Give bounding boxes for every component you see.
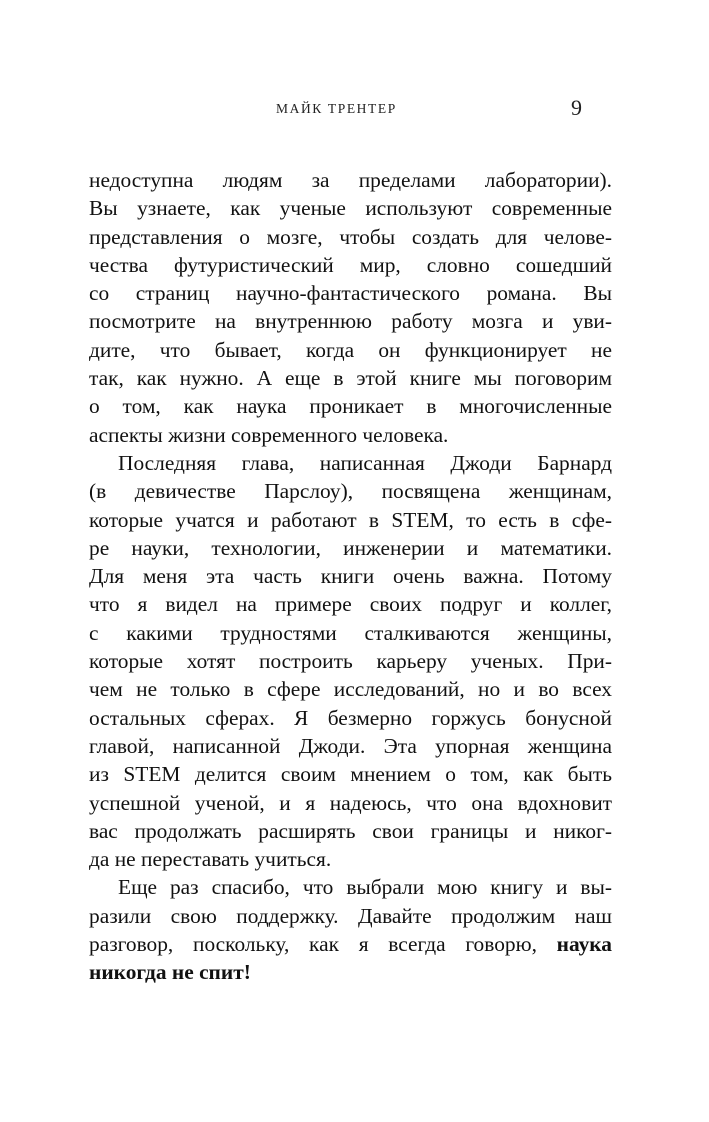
text-line: остальных сферах. Я безмерно горжусь бонусной: [89, 705, 612, 730]
page-number: 9: [571, 95, 582, 120]
text-line: (в девичестве Парслоу), посвящена женщинам,: [89, 479, 612, 504]
text-line: из STEM делится своим мнением о том, как быть: [89, 762, 612, 787]
text-line: ре науки, технологии, инженерии и математики.: [89, 535, 612, 560]
text-line: чества футуристический мир, словно сошедший: [89, 252, 612, 277]
running-head-author: МАЙК ТРЕНТЕР: [276, 101, 397, 116]
text-line: со страниц научно-фантастического романа. Вы: [89, 281, 612, 306]
text-line: главой, написанной Джоди. Эта упорная женщина: [89, 733, 612, 758]
text-line: Еще раз спасибо, что выбрали мою книгу и вы-: [118, 875, 612, 900]
text-line: аспекты жизни современного человека.: [89, 422, 449, 447]
running-head: [0, 97, 709, 127]
text-line: так, как нужно. А еще в этой книге мы поговорим: [89, 366, 612, 391]
text-line: чем не только в сфере исследований, но и во всех: [89, 677, 612, 702]
text-line: о том, как наука проникает в многочисленные: [89, 394, 612, 419]
text-line: да не переставать учиться.: [89, 847, 332, 872]
text-line: вас продолжать расширять свои границы и никог-: [89, 818, 612, 843]
text-line: что я видел на примере своих подруг и коллег,: [89, 592, 612, 617]
text-line: с какими трудностями сталкиваются женщины,: [89, 620, 612, 645]
text-line: успешной ученой, и я надеюсь, что она вдохновит: [89, 790, 612, 815]
text-line: разили свою поддержку. Давайте продолжим наш: [89, 903, 612, 928]
body-text: [89, 166, 612, 987]
text-line: которые учатся и работают в STEM, то есть в сфе-: [89, 507, 612, 532]
text-line: представления о мозге, чтобы создать для челове-: [89, 224, 612, 249]
text-line: которые хотят построить карьеру ученых. При-: [89, 649, 612, 674]
text-line: дите, что бывает, когда он функционирует не: [89, 337, 612, 362]
text-segment: разговор, поскольку, как я всегда говорю,: [89, 932, 537, 957]
text-line: Последняя глава, написанная Джоди Барнард: [118, 450, 612, 475]
text-line: Вы узнаете, как ученые используют современные: [89, 196, 612, 221]
closing-bold-line: никогда не спит!: [89, 960, 251, 985]
text-line: Для меня эта часть книги очень важна. Потому: [89, 564, 612, 589]
bold-text-segment: наука: [556, 932, 612, 957]
text-line-mixed: [89, 930, 612, 958]
text-line: недоступна людям за пределами лаборатории).: [89, 168, 612, 192]
text-line: посмотрите на внутреннюю работу мозга и уви-: [89, 309, 612, 334]
